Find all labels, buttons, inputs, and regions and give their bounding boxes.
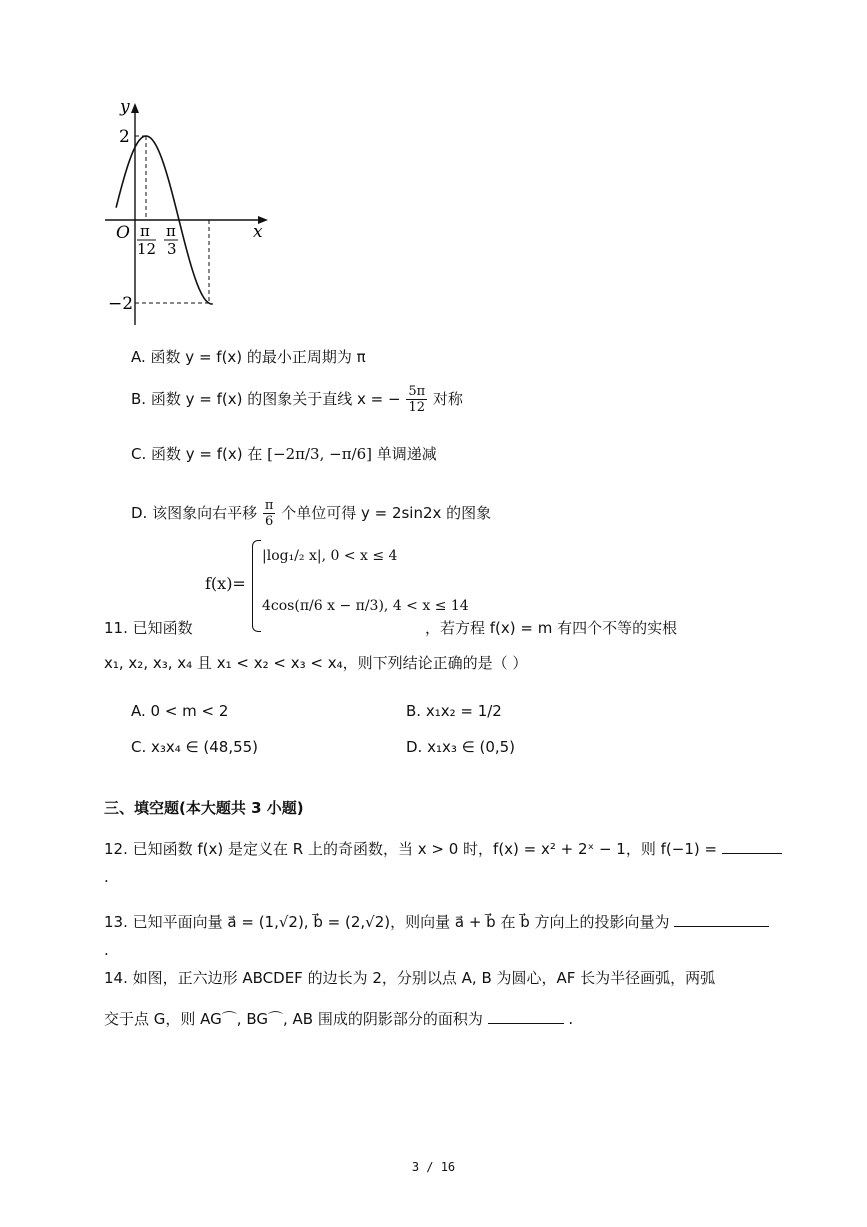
q11-option-b: B. x₁x₂ = 1/2 [406,702,502,720]
page-number: 3 / 16 [411,1160,456,1174]
q10-option-b-fraction [406,384,427,415]
q13-text [104,910,769,933]
q13-stem: 13. 已知平面向量 a⃗ = (1,√2), b⃗ = (2,√2)，则向量 a⃗ + b⃗ 在 b⃗ 方向上的投影向量为 [104,913,670,931]
q12-answer-blank[interactable] [722,837,782,854]
q10-option-c-prefix: C. 函数 y = f(x) 在 [131,445,263,463]
tick-y-bottom: −2 [108,294,134,314]
q10-option-d-suffix: 个单位可得 y = 2sin2x 的图象 [281,504,492,522]
origin-label: O [116,223,130,243]
y-axis-arrow [131,103,139,113]
q13-end-mark: . [104,941,109,959]
q10-option-b [131,384,463,415]
q11-option-d: D. x₁x₃ ∈ (0,5) [406,738,516,756]
q11-line-2: x₁, x₂, x₃, x₄ 且 x₁ < x₂ < x₃ < x₄，则下列结论正确的是（ ） [104,654,528,672]
tick-x1-denominator: 12 [137,240,157,258]
q10-option-d-prefix: D. 该图象向右平移 [131,504,258,522]
q14-stem: 交于点 G，则 AG⌒, BG⌒, AB 围成的阴影部分的面积为 [104,1010,483,1028]
q10-option-d-frac-den: 6 [265,514,274,529]
q13-answer-blank[interactable] [674,910,769,927]
q10-option-c-interval: [−2π/3, −π/6] [267,445,373,463]
q10-option-b-frac-num: 5π [408,384,426,399]
q14-line-2 [104,1007,573,1030]
q10-option-d-fraction [263,498,276,529]
q10-option-c-suffix: 单调递减 [376,445,437,463]
tick-x2-denominator: 3 [167,240,177,258]
q11-option-c: C. x₃x₄ ∈ (48,55) [131,738,259,756]
q10-option-b-suffix: 对称 [432,390,463,408]
tick-x1-numerator: π [140,222,150,240]
q11-stem: 11. 已知函数 [104,619,193,637]
q11-option-a: A. 0 < m < 2 [131,702,229,720]
y-axis-label: y [120,97,130,117]
q10-option-d [131,498,491,529]
x-axis-label: x [253,222,263,242]
q14-end-mark: . [568,1010,574,1028]
q12-end-mark: . [104,868,109,886]
q14-answer-blank[interactable] [488,1007,564,1024]
q14-line-1: 14. 如图，正六边形 ABCDEF 的边长为 2，分别以点 A, B 为圆心，AF 长为半径画弧，两弧 [104,969,716,987]
q10-option-b-prefix: B. 函数 y = f(x) 的图象关于直线 x = − [131,390,401,408]
tick-x2-numerator: π [166,222,176,240]
q11-piece-1: |log₁/₂ x|, 0 < x ≤ 4 [262,548,398,564]
q10-option-a: A. 函数 y = f(x) 的最小正周期为 π [131,348,366,366]
q12-text [104,837,782,860]
q10-option-c [131,443,437,465]
q12-stem: 12. 已知函数 f(x) 是定义在 R 上的奇函数，当 x > 0 时，f(x) = x² + 2ˣ − 1，则 f(−1) = [104,840,718,858]
q10-option-d-frac-num: π [264,498,274,513]
q11-piecewise-brace [252,540,261,632]
q11-stem-continued: ，若方程 f(x) = m 有四个不等的实根 [425,619,678,637]
q11-piece-2: 4cos(π/6 x − π/3), 4 < x ≤ 14 [262,598,469,614]
section-3-heading: 三、填空题(本大题共 3 小题) [104,799,304,817]
q10-option-b-frac-den: 12 [408,400,425,415]
tick-y-top: 2 [119,127,130,147]
q11-fx-label: f(x)= [205,574,246,593]
sine-graph [100,95,280,330]
